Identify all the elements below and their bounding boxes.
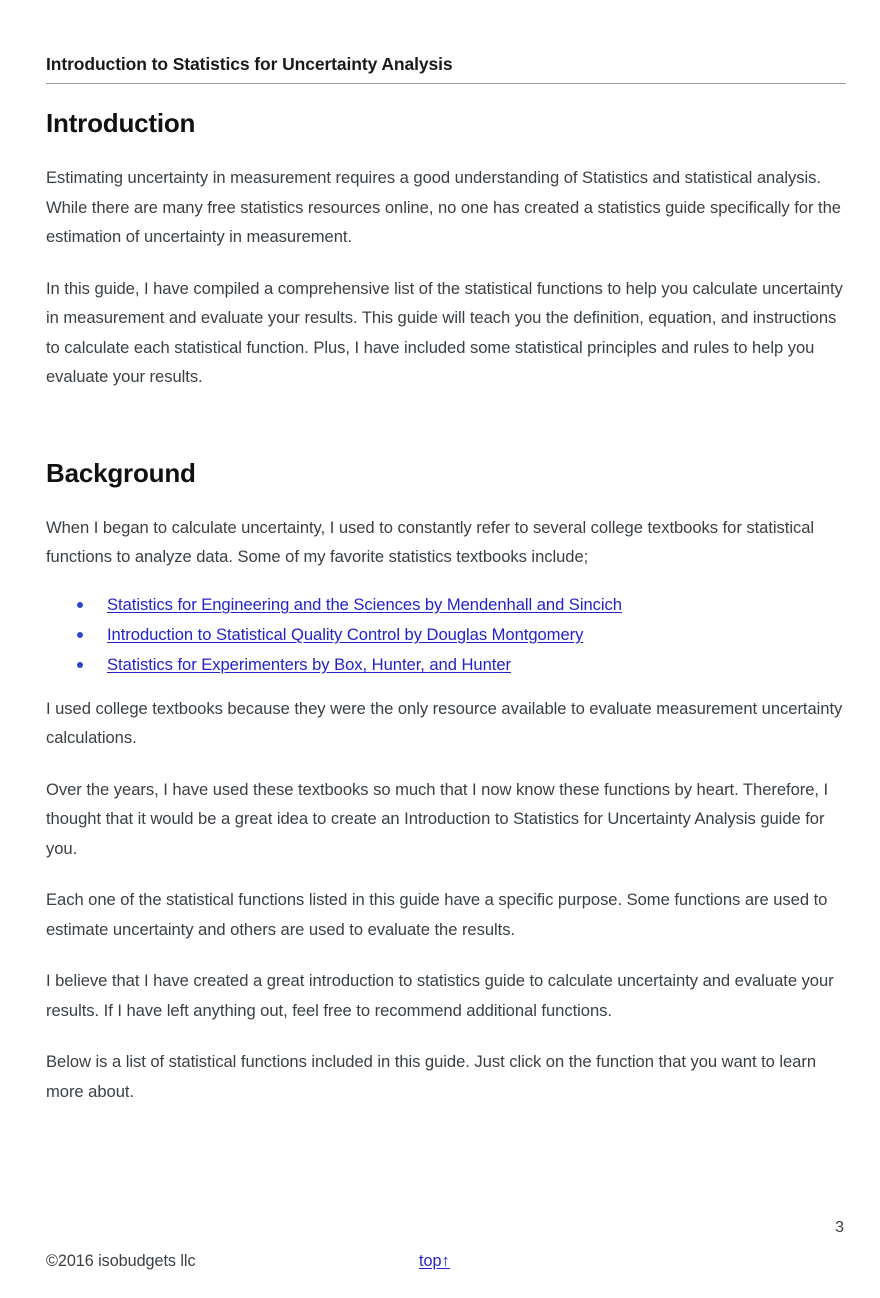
paragraph-background-4: Each one of the statistical functions listed in this guide have a specific purpose. Some functions are used to estimate uncertainty and others are used to evaluate the results.	[46, 890, 828, 939]
paragraph-background-1: When I began to calculate uncertainty, I used to constantly refer to several college textbooks for statistical functions to analyze data. Some of my favorite statistics textbooks include;	[46, 517, 815, 567]
bullet-icon	[77, 662, 83, 668]
paragraph-background-2: I used college textbooks because they were the only resource available to evaluate measurement uncertainty calculations.	[46, 698, 843, 748]
list-item	[46, 650, 852, 680]
paragraph-background-3: Over the years, I have used these textbooks so much that I now know these functions by heart. Therefore, I thought that it would be a great idea to create an Introduction to Statistics for Uncertainty Analysis guide for you.	[46, 779, 829, 858]
header-divider	[46, 83, 846, 84]
section-heading-introduction: Introduction	[46, 108, 196, 138]
page-header	[46, 54, 846, 84]
paragraph-background-6: Below is a list of statistical functions included in this guide. Just click on the function that you want to learn more about.	[46, 1052, 817, 1101]
list-item	[46, 590, 852, 620]
textbook-list	[46, 590, 852, 680]
heading-spacer	[46, 489, 852, 513]
footer-copyright: ©2016 isobudgets llc	[46, 1252, 196, 1270]
bullet-icon	[77, 602, 83, 608]
paragraph-intro-2: In this guide, I have compiled a comprehensive list of the statistical functions to help you calculate uncertainty in measurement and evaluate your results. This guide will teach you the definition, equation, and instructions to calculate each statistical function. Plus, I have included some statistical principles and rules to help you evaluate your results.	[46, 278, 843, 387]
section-gap	[46, 414, 852, 458]
page-footer	[46, 1252, 846, 1278]
heading-spacer	[46, 139, 852, 163]
link-textbook-2[interactable]: Introduction to Statistical Quality Control by Douglas Montgomery	[107, 624, 584, 644]
page-number: 3	[835, 1219, 844, 1236]
link-textbook-3[interactable]: Statistics for Experimenters by Box, Hunter, and Hunter	[107, 654, 511, 674]
document-content	[46, 108, 852, 1128]
link-textbook-1[interactable]: Statistics for Engineering and the Sciences by Mendenhall and Sincich	[107, 594, 622, 614]
section-heading-background: Background	[46, 457, 196, 488]
bullet-icon	[77, 632, 83, 638]
paragraph-intro-1: Estimating uncertainty in measurement requires a good understanding of Statistics and statistical analysis. While there are many free statistics resources online, no one has created a statistics guide specifically for the estimation of uncertainty in measurement.	[46, 168, 841, 247]
back-to-top-link[interactable]	[419, 1252, 450, 1271]
arrow-up-icon: ↑	[441, 1252, 450, 1270]
back-to-top-label: top	[419, 1252, 442, 1270]
running-title: Introduction to Statistics for Uncertainty Analysis	[46, 54, 453, 74]
paragraph-background-5: I believe that I have created a great introduction to statistics guide to calculate uncertainty and evaluate your results. If I have left anything out, feel free to recommend additional functions.	[46, 971, 834, 1020]
list-item	[46, 620, 852, 650]
